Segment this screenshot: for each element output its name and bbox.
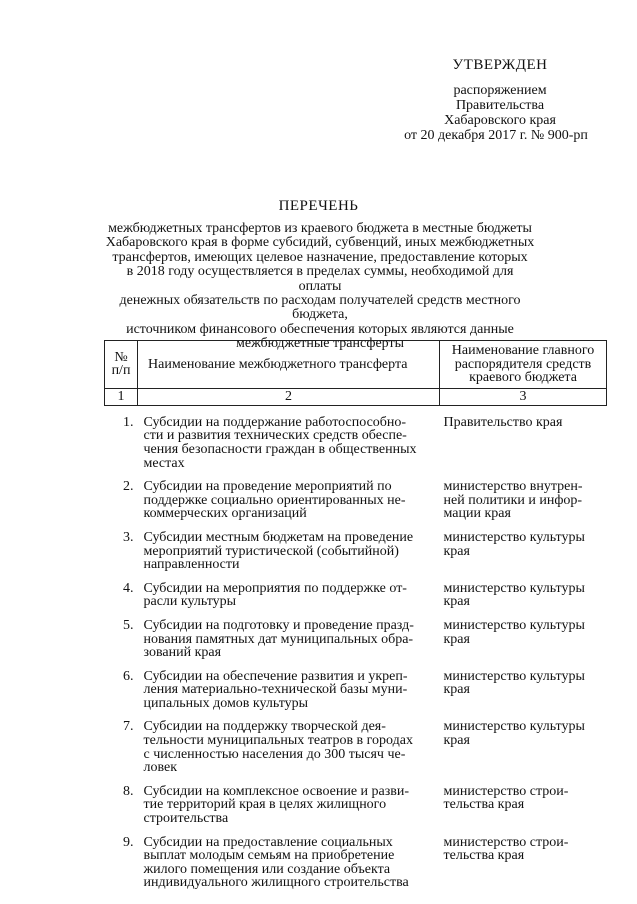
row-number: 3. [123,529,134,545]
transfer-name-line: жилого помещения или создание объекта [143,861,391,877]
transfer-name [138,572,440,609]
responsible-body-line: министерство внутрен- [443,479,583,495]
transfer-name-line: направленности [143,557,240,573]
row-number: 8. [123,783,134,799]
table-row [105,710,607,774]
responsible-body-line: министерство строи- [443,783,569,799]
header-transfer-name: Наименование межбюджетного трансферта [138,341,440,389]
column-number: 2 [138,388,440,405]
row-number: 1. [123,414,134,430]
transfer-name-line: коммерческих организаций [143,506,307,522]
transfer-name-line: Субсидии на комплексное освоение и разви- [143,783,410,799]
transfer-name-line: ления материально-технической базы муни- [143,682,408,698]
transfer-name-line: Субсидии на предоставление социальных [143,834,393,850]
table-row [105,572,607,609]
approval-line-1: распоряжением [453,83,547,98]
subtitle-line: Хабаровского края в форме субсидий, субвенций, иных межбюджетных [105,235,535,251]
transfer-name-line: чения безопасности граждан в общественных [143,441,417,457]
transfer-name-line: Субсидии на обеспечение развития и укреп- [143,668,408,684]
table-row [105,660,607,711]
transfer-name [138,470,440,521]
row-number: 9. [123,834,134,850]
transfer-name [138,521,440,572]
transfers-table [104,340,607,890]
document-title: ПЕРЕЧЕНЬ [278,198,359,214]
transfer-name-line: Субсидии на мероприятия по поддержке от- [143,580,407,596]
responsible-body-line: министерство культуры [443,580,585,596]
transfer-name [138,609,440,660]
transfer-name-line: тельности муниципальных театров в городах [143,733,413,749]
row-number: 7. [123,719,134,735]
row-number: 4. [123,580,134,596]
responsible-body-line: министерство культуры [443,529,585,545]
responsible-body-line: края [443,682,470,698]
transfer-name-line: Субсидии на проведение мероприятий по [143,479,392,495]
approval-line-3: Хабаровского края [444,113,556,128]
responsible-body [440,609,607,660]
row-number: 5. [123,617,134,633]
table-row [105,521,607,572]
row-number: 2. [123,479,134,495]
responsible-body-line: министерство культуры [443,617,585,633]
transfer-name-line: расли культуры [143,594,237,610]
transfer-name-line: тие территорий края в целях жилищного [143,797,387,813]
responsible-body-line: тельства края [443,797,525,813]
column-number-row [105,388,607,405]
header-responsible-line-1: Наименование главного [451,343,595,358]
table-row [105,826,607,890]
transfer-name-line: зований края [143,645,222,661]
transfer-name-line: строительства [143,811,229,827]
column-number: 3 [440,388,607,405]
subtitle-line: денежных обязательств по расходам получателей средств местного бюджета, [119,293,521,323]
responsible-body-line: края [443,594,470,610]
transfer-name-line: выплат молодым семьям на приобретение [143,848,395,864]
header-responsible-line-2: распорядителя средств [454,356,592,372]
responsible-body-line: тельства края [443,848,525,864]
transfer-name-line: ловек [143,760,178,776]
responsible-body-line: ней политики и инфор- [443,492,583,508]
transfer-name-line: поддержке социально ориентированных не- [143,492,406,508]
responsible-body [440,775,607,826]
responsible-body [440,405,607,470]
subtitle-line: межбюджетные трансферты [236,336,404,352]
approval-title: УТВЕРЖДЕН [452,57,548,73]
responsible-body [440,572,607,609]
row-number: 6. [123,668,134,684]
transfer-name-line: мероприятий туристической (событийной) [143,543,399,559]
approval-decree: от 20 декабря 2017 г. № 900-рп [404,128,588,143]
responsible-body-line: министерство строи- [443,834,569,850]
responsible-body [440,660,607,711]
responsible-body-line: края [443,631,470,647]
responsible-body [440,470,607,521]
responsible-body-line: министерство культуры [443,668,585,684]
responsible-body-line: Правительство края [443,414,563,430]
header-number-line-1: № [114,349,128,365]
table-row [105,775,607,826]
column-number: 1 [105,388,138,405]
table-row [105,470,607,521]
transfer-name-line: сти и развития технических средств обеспе- [143,428,407,444]
responsible-body-line: министерство культуры [443,719,585,735]
transfer-name [138,405,440,470]
subtitle-line: межбюджетных трансфертов из краевого бюджета в местные бюджеты [108,221,532,236]
table-body [105,405,607,890]
responsible-body [440,521,607,572]
subtitle-line: источником финансового обеспечения которых являются данные [126,321,514,337]
approval-line-2: Правительства [455,98,545,113]
transfer-name [138,826,440,890]
header-responsible-line-3: краевого бюджета [469,370,577,386]
table-header-row [105,341,607,389]
transfer-name [138,710,440,774]
responsible-body [440,826,607,890]
transfer-name-line: нования памятных дат муниципальных обра- [143,631,414,647]
transfer-name-line: с численностью населения до 300 тысяч че- [143,746,406,762]
transfer-name [138,660,440,711]
document-subtitle [105,222,535,352]
header-number-line-2: п/п [111,363,131,379]
table-row [105,405,607,470]
transfer-name [138,775,440,826]
subtitle-line: трансфертов, имеющих целевое назначение, предоставление которых [112,249,528,265]
responsible-body-line: мации края [443,506,511,522]
header-number [105,341,138,389]
transfer-name-line: Субсидии на подготовку и проведение празд- [143,617,414,633]
transfer-name-line: местах [143,455,185,471]
transfer-name-line: индивидуального жилищного строительства [143,875,409,891]
table-row [105,609,607,660]
responsible-body [440,710,607,774]
transfer-name-line: Субсидии на поддержание работоспособно- [143,414,407,430]
header-responsible [440,341,607,389]
subtitle-line: в 2018 году осуществляется в пределах суммы, необходимой для оплаты [126,264,514,294]
responsible-body-line: края [443,733,470,749]
responsible-body-line: края [443,543,470,559]
approval-stamp [395,58,605,143]
transfer-name-line: Субсидии на поддержку творческой дея- [143,719,386,735]
transfer-name-line: ципальных домов культуры [143,695,309,711]
transfer-name-line: Субсидии местным бюджетам на проведение [143,529,414,545]
